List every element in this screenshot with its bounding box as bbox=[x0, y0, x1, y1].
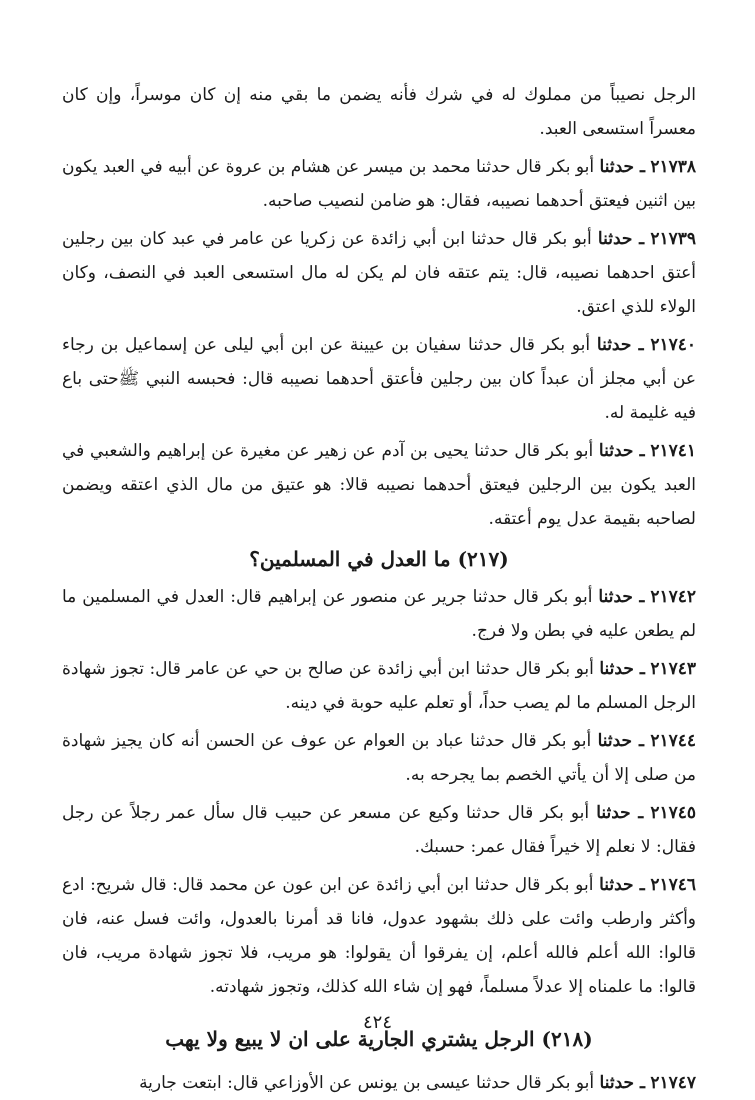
hadith-number: ٢١٧٤٦ bbox=[650, 875, 697, 895]
hadith-text: أبو بكر قال حدثنا ابن أبي زائدة عن ابن عون عن محمد قال: قال شريح: ادع وأكثر وارطب وائت على ذلك بشهود عدول، فانا قد أمرنا بالعدول، وائت فسل عنه، فان قالوا: الله أعلم فالله أعلم، إن يفرقوا أن يقولوا: هو مريب، فلا تجوز شهادة مريب، فان قالوا: ما علمناه إلا عدلاً مسلماً، فهو إن شاء الله كذلك، وتجوز شهادته. bbox=[62, 875, 696, 997]
hadith-21747: ٢١٧٤٧ ـ حدثنا أبو بكر قال حدثنا عيسى بن يونس عن الأوزاعي قال: ابتعت جارية bbox=[139, 1073, 696, 1093]
hadith-21741: ٢١٧٤١ ـ حدثنا أبو بكر قال حدثنا يحيى بن آدم عن زهير عن مغيرة عن إبراهيم والشعبي في العبد يكون بين الرجلين فيعتق أحدهما نصيبه قالا: هو عتيق من مال الذي اعتقه ويضمن لصاحبه بقيمة عدل يوم أعتقه. bbox=[62, 441, 697, 529]
hadith-21742: ٢١٧٤٢ ـ حدثنا أبو بكر قال حدثنا جرير عن منصور عن إبراهيم قال: العدل في المسلمين ما لم يطعن عليه في بطن ولا فرج. bbox=[62, 587, 697, 641]
hadith-text: أبو بكر قال حدثنا محمد بن ميسر عن هشام بن عروة عن أبيه في العبد يكون بين اثنين فيعتق أحدهما نصيبه، فقال: هو ضامن لنصيب صاحبه. bbox=[62, 157, 696, 211]
section-heading-217: (٢١٧) ما العدل في المسلمين؟ bbox=[249, 547, 509, 571]
hadith-number: ٢١٧٣٨ bbox=[650, 157, 697, 177]
hadith-heading: حدثنا bbox=[599, 1073, 635, 1093]
hadith-number: ٢١٧٤٠ bbox=[650, 335, 697, 355]
hadith-number: ٢١٧٤٧ bbox=[650, 1073, 696, 1093]
paragraph-body: الرجل نصيباً من مملوك له في شرك فأنه يضمن ما بقي منه إن كان موسراً، وإن كان معسراً استسعى العبد. bbox=[62, 85, 696, 139]
hadith-number: ٢١٧٤٥ bbox=[650, 803, 697, 823]
section-heading-218: (٢١٨) الرجل يشتري الجارية على ان لا يبيع ولا يهب bbox=[165, 1027, 593, 1051]
hadith-text: أبو بكر قال حدثنا ابن أبي زائدة عن صالح بن حي عن عامر قال: تجوز شهادة الرجل المسلم ما لم يصب حداً، أو تعلم عليه حوبة في دينه. bbox=[62, 659, 696, 713]
hadith-heading: حدثنا bbox=[596, 803, 631, 823]
hadith-21743: ٢١٧٤٣ ـ حدثنا أبو بكر قال حدثنا ابن أبي زائدة عن صالح بن حي عن عامر قال: تجوز شهادة الرجل المسلم ما لم يصب حداً، أو تعلم عليه حوبة في دينه. bbox=[62, 659, 697, 713]
hadith-heading: حدثنا bbox=[598, 587, 633, 607]
hadith-21745: ٢١٧٤٥ ـ حدثنا أبو بكر قال حدثنا وكيع عن مسعر عن حبيب قال سأل عمر رجلاً عن رجل فقال: لا نعلم إلا خيراً فقال عمر: حسبك. bbox=[62, 803, 697, 857]
page-number: ٤٢٤ bbox=[362, 1012, 392, 1033]
document-page bbox=[62, 78, 697, 1093]
hadith-text: أبو بكر قال حدثنا عباد بن العوام عن عوف عن الحسن أنه كان يجيز شهادة من صلى إلا أن يأتي الخصم بما يجرحه به. bbox=[62, 731, 696, 785]
hadith-heading: حدثنا bbox=[599, 659, 634, 679]
hadith-heading: حدثنا bbox=[597, 229, 633, 249]
hadith-text: أبو بكر قال حدثنا وكيع عن مسعر عن حبيب قال سأل عمر رجلاً عن رجل فقال: لا نعلم إلا خيراً فقال عمر: حسبك. bbox=[62, 803, 696, 857]
hadith-number: ٢١٧٤٤ bbox=[650, 731, 697, 751]
hadith-21738: ٢١٧٣٨ ـ حدثنا أبو بكر قال حدثنا محمد بن ميسر عن هشام بن عروة عن أبيه في العبد يكون بين اثنين فيعتق أحدهما نصيبه، فقال: هو ضامن لنصيب صاحبه. bbox=[62, 157, 697, 211]
hadith-text: أبو بكر قال حدثنا يحيى بن آدم عن زهير عن مغيرة عن إبراهيم والشعبي في العبد يكون بين الرجلين فيعتق أحدهما نصيبه قالا: هو عتيق من مال الذي اعتقه ويضمن لصاحبه بقيمة عدل يوم أعتقه. bbox=[62, 441, 696, 529]
hadith-text: أبو بكر قال حدثنا جرير عن منصور عن إبراهيم قال: العدل في المسلمين ما لم يطعن عليه في بطن ولا فرج. bbox=[62, 587, 696, 641]
hadith-text: أبو بكر قال حدثنا ابن أبي زائدة عن زكريا عن عامر في عبد كان بين رجلين أعتق احدهما نصيبه، قال: يتم عتقه فان لم يكن له مال استسعى العبد في النصف، وكان الولاء للذي اعتق. bbox=[62, 229, 696, 317]
hadith-21740: ٢١٧٤٠ ـ حدثنا أبو بكر قال حدثنا سفيان بن عيينة عن ابن أبي ليلى عن إسماعيل بن رجاء عن أبي مجلز أن عبداً كان بين رجلين فأعتق أحدهما نصيبه قال: فحبسه النبي ﷺحتى باع فيه غليمة له. bbox=[62, 335, 697, 423]
hadith-heading: حدثنا bbox=[597, 731, 633, 751]
hadith-heading: حدثنا bbox=[599, 157, 635, 177]
hadith-number: ٢١٧٤١ bbox=[650, 441, 697, 461]
hadith-heading: حدثنا bbox=[599, 875, 634, 895]
hadith-21744: ٢١٧٤٤ ـ حدثنا أبو بكر قال حدثنا عباد بن العوام عن عوف عن الحسن أنه كان يجيز شهادة من صلى إلا أن يأتي الخصم بما يجرحه به. bbox=[62, 731, 697, 785]
hadith-text: أبو بكر قال حدثنا عيسى بن يونس عن الأوزاعي قال: ابتعت جارية bbox=[139, 1073, 595, 1093]
hadith-21739: ٢١٧٣٩ ـ حدثنا أبو بكر قال حدثنا ابن أبي زائدة عن زكريا عن عامر في عبد كان بين رجلين أعتق احدهما نصيبه، قال: يتم عتقه فان لم يكن له مال استسعى العبد في النصف، وكان الولاء للذي اعتق. bbox=[62, 229, 696, 317]
hadith-number: ٢١٧٣٩ bbox=[650, 229, 696, 249]
hadith-21746: ٢١٧٤٦ ـ حدثنا أبو بكر قال حدثنا ابن أبي زائدة عن ابن عون عن محمد قال: قال شريح: ادع وأكثر وارطب وائت على ذلك بشهود عدول، فانا قد أمرنا بالعدول، وائت فسل عنه، فان قالوا: الله أعلم فالله أعلم، إن يفرقوا أن يقولوا: هو مريب، فلا تجوز شهادة مريب، فان قالوا: ما علمناه إلا عدلاً مسلماً، فهو إن شاء الله كذلك، وتجوز شهادته. bbox=[62, 875, 697, 997]
hadith-number: ٢١٧٤٣ bbox=[650, 659, 697, 679]
hadith-heading: حدثنا bbox=[596, 335, 632, 355]
hadith-text: أبو بكر قال حدثنا سفيان بن عيينة عن ابن أبي ليلى عن إسماعيل بن رجاء عن أبي مجلز أن عبداً كان بين رجلين فأعتق أحدهما نصيبه قال: فحبسه النبي ﷺحتى باع فيه غليمة له. bbox=[62, 335, 696, 423]
hadith-heading: حدثنا bbox=[598, 441, 634, 461]
paragraph-continuation bbox=[62, 78, 696, 146]
hadith-number: ٢١٧٤٢ bbox=[650, 587, 697, 607]
